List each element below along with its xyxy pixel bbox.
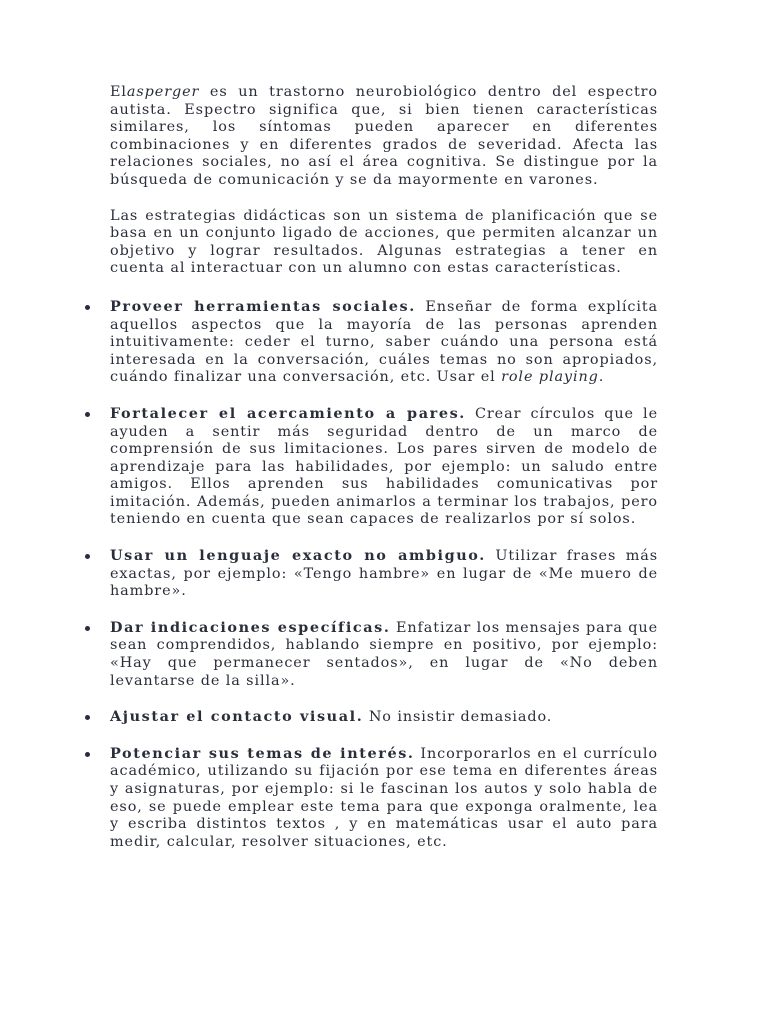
intro-lead: El [110,84,127,100]
strategy-text: Crear círculos que le ayuden a sentir más seguridad dentro de un marco de comprensión de sus limitaciones. Los pares sirven de modelo de aprendizaje para las habilidades, por ejemplo: un saludo entre amigos. Ellos aprenden sus habilidades comunicativas por imitación. Además, pueden animarlos a terminar los trabajos, pero teniendo en cuenta que sean capaces de realizarlos por sí solos. [110,405,658,528]
asperger-term: asperger [126,84,200,100]
list-item [110,298,658,387]
list-item [110,619,658,690]
strategy-text: Utilizar frases más exactas, por ejemplo: «Tengo hambre» en lugar de «Me muero de hambre». [110,548,659,600]
bullet-icon [85,412,90,417]
document-page [110,84,658,851]
strategy-text: Incorporarlos en el currículo académico, utilizando su fijación por ese tema en diferentes áreas y asignaturas, por ejemplo: si le fascinan los autos y solo habla de eso, se puede emplear este tema para que exponga oralmente, lea y escriba distintos textos , y en matemáticas usar el auto para medir, calcular, resolver situaciones, etc. [110,745,658,850]
strategy-title: Fortalecer el acercamiento a pares. [110,404,466,422]
strategy-title: Proveer herramientas sociales. [110,297,416,315]
list-item [110,745,658,852]
bullet-icon [85,752,90,757]
intro-text: es un trastorno neurobiológico dentro del espectro autista. Espectro significa que, si bien tienen características similares, los síntomas pueden aparecer en diferentes combinaciones y en diferentes grados de severidad. Afecta las relaciones sociales, no así el área cognitiva. Se distingue por la búsqueda de comunicación y se da mayormente en varones. [110,84,658,188]
list-item [110,547,658,601]
bullet-icon [85,626,90,631]
strategy-emphasis: role playing [501,369,599,386]
strategy-title: Ajustar el contacto visual. [110,708,364,726]
strategy-title: Potenciar sus temas de interés. [110,744,415,762]
bullet-icon [85,305,90,310]
list-item [110,405,658,529]
intro-paragraph [110,84,658,190]
strategy-text: No insistir demasiado. [363,709,553,726]
list-item [110,708,658,727]
strategies-paragraph: Las estrategias didácticas son un sistema de planificación que se basa en un conjunto ligado de acciones, que permiten alcanzar un objetivo y lograr resultados. Algunas estrategias a tener en cuenta al interactuar con un alumno con estas características. [110,207,658,277]
bullet-icon [85,715,90,720]
strategy-tail: . [598,369,605,386]
strategy-title: Usar un lenguaje exacto no ambiguo. [110,547,486,565]
bullet-icon [85,554,90,559]
strategy-text: Enseñar de forma explícita aquellos aspectos que la mayoría de las personas aprenden intuitivamente: ceder el turno, saber cuándo una persona está interesada en la conversación, cuáles temas no son apropiados, cuándo finalizar una conversación, etc. Usar el [110,298,658,386]
strategy-list [110,298,658,851]
strategy-text: Enfatizar los mensajes para que sean comprendidos, hablando siempre en positivo, por ejemplo: «Hay que permanecer sentados», en lugar de «No deben levantarse de la silla». [110,619,658,689]
strategy-title: Dar indicaciones específicas. [110,618,391,636]
